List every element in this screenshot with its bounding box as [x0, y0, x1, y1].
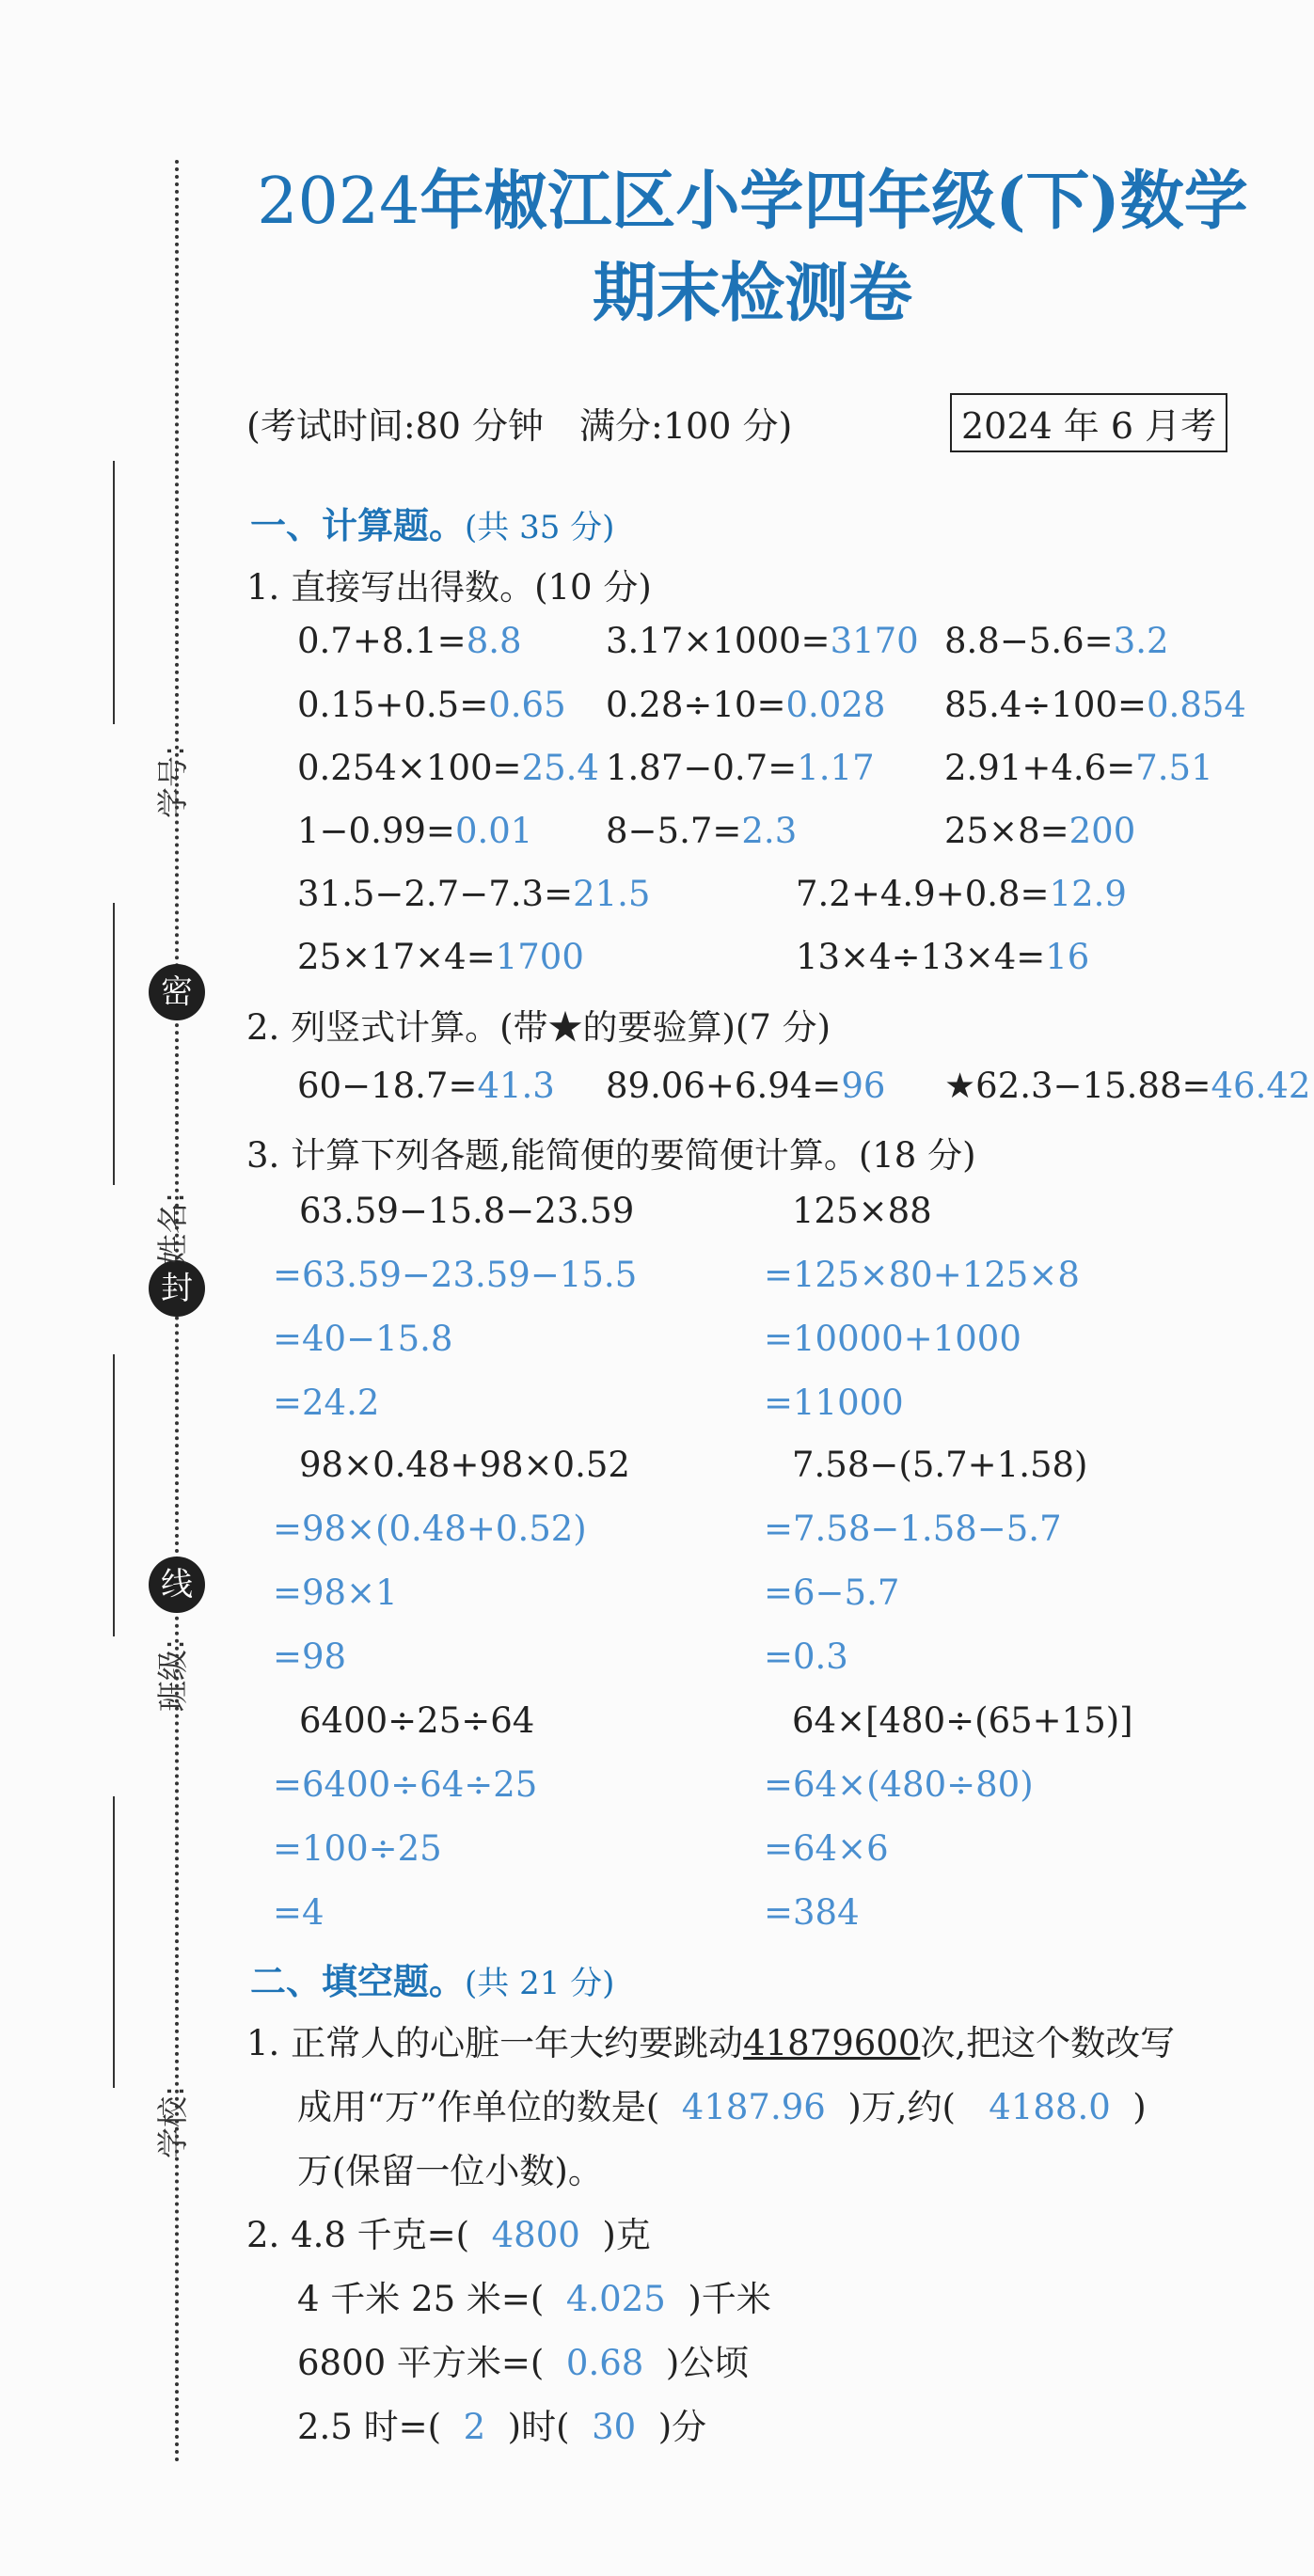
title-year: 2024 — [257, 165, 420, 239]
exam-info: (考试时间:80 分钟 满分:100 分) — [246, 405, 793, 447]
simplify-problem: 64×[480÷(65+15)] — [792, 1700, 1133, 1741]
calc-item: 2.91+4.6=7.51 — [944, 748, 1213, 788]
fill-q1-line1: 1. 正常人的心脏一年大约要跳动41879600次,把这个数改写 — [246, 2023, 1176, 2063]
fill-q1-line2: 成用“万”作单位的数是( 4187.96 )万,约( 4188.0 ) — [297, 2087, 1147, 2127]
seal-mi: 密 — [149, 964, 205, 1020]
section1-heading: 一、计算题。(共 35 分) — [250, 504, 615, 546]
simplify-step: =100÷25 — [273, 1828, 442, 1869]
calc-item: 13×4÷13×4=16 — [796, 937, 1090, 977]
calc-item: 25×17×4=1700 — [297, 937, 584, 977]
seal-feng: 封 — [149, 1260, 205, 1317]
calc-item: 3.17×1000=3170 — [606, 621, 919, 661]
exam-page: 密 封 线 学号: 姓名: 班级: 学校: 2024年椒江区小学四年级(下)数学 期末检测卷 (考试时间:80 分钟 满分:100 分) 2024 年 6 月考 一、计算题。(共 35 分) 1. 直接写出得数。(10 分) 0.7+8.1=8.8 3.17×1000=3170 8.8−5.6=3.2 0.15+0.5=0.65 0.28÷10=0.028 85.4÷100=0.854 0.254×100=25.4 1.87−0.7=1.17 2.91+4.6=7.51 1−0.99=0.01 8−5.7=2.3 25×8=200 31.5−2.7−7.3=21.5 7.2+4.9+0.8=12.9 25×17×4=1700 13×4÷13×4=16 2. 列竖式计算。(带★的要验算)(7 分) 60−18.7=41.3 89.06+6.94=96 ★62.3−15.88=46.42 3. 计算下列各题,能简便的要简便计算。(18 分) 63.59−15.8−23.59 =63.59−23.59−15.5 =40−15.8 =24.2 125×88 =125×80+125×8 =10000+1000 =11000 98×0.48+98×0.52 =98×(0.48+0.52) =98×1 =98 7.58−(5.7+1.58) =7.58−1.58−5.7 =6−5.7 =0.3 6400÷25÷64 =6400÷64÷25 =100÷25 =4 64×[480÷(65+15)] =64×(480÷80) =64×6 =384 二、填空题。(共 21 分) 1. 正常人的心脏一年大约要跳动41879600次,把这个数改写 成用“万”作单位的数是( 4187.96 )万,约( 4188.0 ) 万(保留一位小数)。 2. 4.8 千克=( 4800 )克 4 千米 25 米=( 4.025 )千米 6800 平方米=( 0.68 )公顷 2.5 时=( 2 )时( 30 )分 — [0, 0, 1314, 2576]
simplify-step: =6400÷64÷25 — [273, 1764, 538, 1805]
simplify-step: =7.58−1.58−5.7 — [764, 1509, 1062, 1549]
simplify-step: =6−5.7 — [764, 1572, 900, 1613]
heartbeat-number: 41879600 — [743, 2023, 921, 2063]
simplify-step: =64×6 — [764, 1828, 889, 1869]
simplify-problem: 63.59−15.8−23.59 — [299, 1191, 635, 1231]
simplify-step: =10000+1000 — [764, 1319, 1021, 1359]
simplify-step: =0.3 — [764, 1636, 848, 1677]
fill-q2-line2: 4 千米 25 米=( 4.025 )千米 — [297, 2279, 771, 2319]
simplify-step: =98 — [273, 1636, 347, 1677]
calc-item: 31.5−2.7−7.3=21.5 — [297, 874, 651, 914]
simplify-step: =24.2 — [273, 1383, 380, 1423]
calc-item: 85.4÷100=0.854 — [944, 685, 1246, 725]
calc-item: 0.28÷10=0.028 — [606, 685, 886, 725]
title-line1: 年椒江区小学四年级(下)数学 — [420, 164, 1248, 239]
simplify-step: =64×(480÷80) — [764, 1764, 1034, 1805]
simplify-problem: 6400÷25÷64 — [299, 1700, 535, 1741]
calc-item: 0.15+0.5=0.65 — [297, 685, 566, 725]
calc-item: 1.87−0.7=1.17 — [606, 748, 875, 788]
calc-item: 8−5.7=2.3 — [606, 811, 798, 851]
simplify-step: =11000 — [764, 1383, 904, 1423]
simplify-step: =63.59−23.59−15.5 — [273, 1255, 638, 1295]
q3-prompt: 3. 计算下列各题,能简便的要简便计算。(18 分) — [246, 1135, 976, 1176]
calc-item: 1−0.99=0.01 — [297, 811, 533, 851]
q2-prompt: 2. 列竖式计算。(带★的要验算)(7 分) — [246, 1007, 831, 1048]
page-title — [235, 150, 1270, 242]
seal-xian: 线 — [149, 1557, 205, 1613]
simplify-problem: 7.58−(5.7+1.58) — [792, 1445, 1088, 1485]
calc-item: 0.254×100=25.4 — [297, 748, 599, 788]
simplify-problem: 125×88 — [792, 1191, 932, 1231]
vertical-calc-item-starred: ★62.3−15.88=46.42 — [944, 1066, 1311, 1106]
simplify-step: =384 — [764, 1892, 860, 1933]
calc-item: 25×8=200 — [944, 811, 1136, 851]
calc-item: 8.8−5.6=3.2 — [944, 621, 1169, 661]
simplify-step: =40−15.8 — [273, 1319, 453, 1359]
calc-item: 7.2+4.9+0.8=12.9 — [796, 874, 1127, 914]
section2-heading: 二、填空题。(共 21 分) — [250, 1960, 615, 2002]
simplify-step: =125×80+125×8 — [764, 1255, 1080, 1295]
simplify-step: =98×(0.48+0.52) — [273, 1509, 587, 1549]
page-subtitle: 期末检测卷 — [592, 256, 912, 331]
vertical-calc-item: 89.06+6.94=96 — [606, 1066, 886, 1106]
fill-q2-line1: 2. 4.8 千克=( 4800 )克 — [246, 2215, 651, 2255]
calc-item: 0.7+8.1=8.8 — [297, 621, 522, 661]
exam-date-box: 2024 年 6 月考 — [950, 393, 1227, 452]
fill-q1-line3: 万(保留一位小数)。 — [297, 2151, 603, 2191]
fill-q2-line3: 6800 平方米=( 0.68 )公顷 — [297, 2343, 750, 2383]
fill-q2-line4: 2.5 时=( 2 )时( 30 )分 — [297, 2407, 707, 2447]
vertical-calc-item: 60−18.7=41.3 — [297, 1066, 555, 1106]
simplify-step: =98×1 — [273, 1572, 398, 1613]
q1-prompt: 1. 直接写出得数。(10 分) — [246, 567, 652, 608]
simplify-problem: 98×0.48+98×0.52 — [299, 1445, 630, 1485]
simplify-step: =4 — [273, 1892, 325, 1933]
